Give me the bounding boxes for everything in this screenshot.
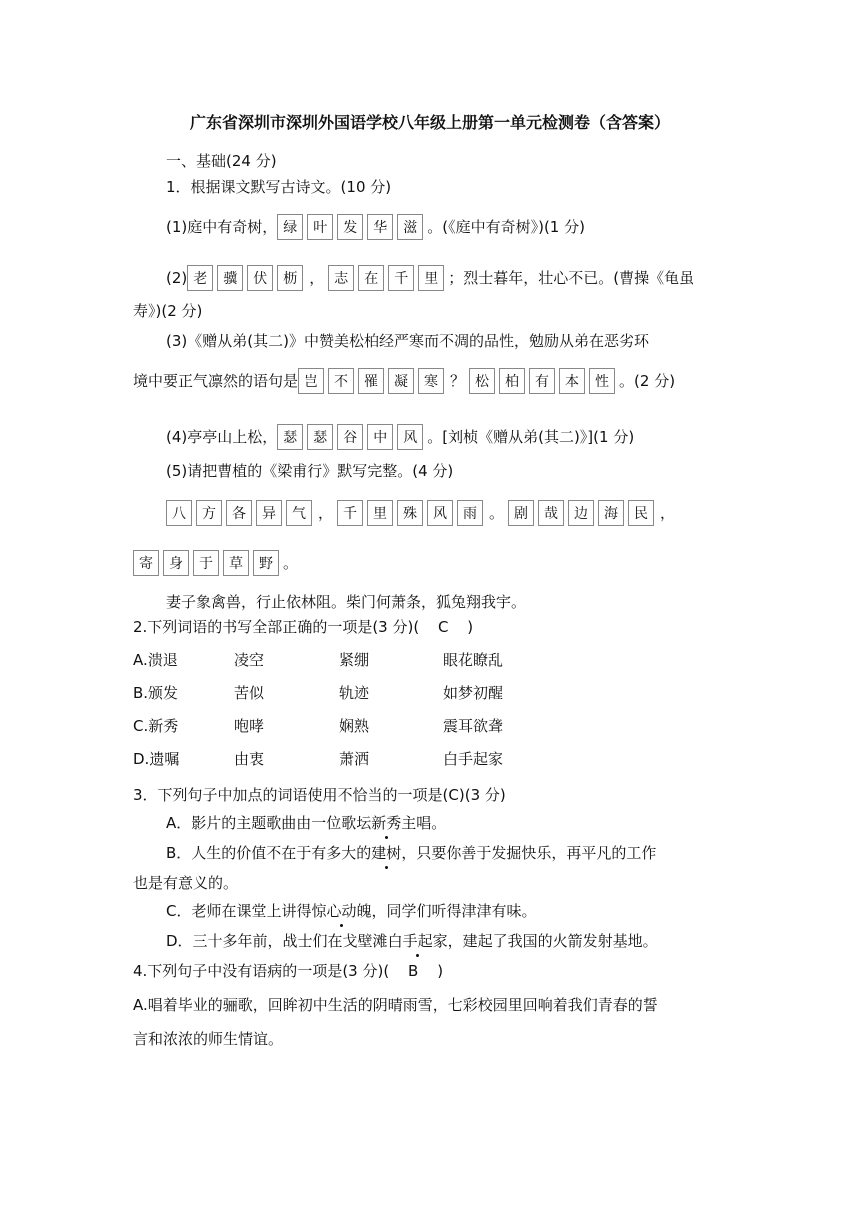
answer-box: 边 bbox=[568, 500, 594, 526]
option-word: 轨迹 bbox=[339, 684, 370, 702]
comma: ， bbox=[309, 269, 325, 287]
q1-part3-prefix: 境中要正气凛然的语句是 bbox=[133, 372, 299, 390]
answer-box: 草 bbox=[223, 550, 249, 576]
answer-box-group bbox=[328, 265, 448, 291]
question-mark: ？ bbox=[450, 372, 466, 390]
q2-answer: C bbox=[437, 618, 449, 636]
answer-box: 绿 bbox=[277, 214, 303, 240]
q3-option-b bbox=[166, 843, 656, 863]
option-text: D．三十多年前，战士们在戈壁滩 bbox=[166, 932, 388, 950]
q1-part3-line1: (3)《赠从弟(其二)》中赞美松柏经严寒而不凋的品性，勉励从弟在恶劣环 bbox=[166, 332, 649, 350]
option-text: ，建起了我国的火箭发射基地。 bbox=[447, 932, 658, 950]
option-word: 震耳欲聋 bbox=[443, 717, 504, 735]
answer-box: 里 bbox=[367, 500, 393, 526]
document-title: 广东省深圳市深圳外国语学校八年级上册第一单元检测卷（含答案） bbox=[189, 113, 670, 132]
answer-box-group bbox=[133, 550, 283, 576]
q4-stem bbox=[133, 961, 443, 981]
answer-box: 枥 bbox=[277, 265, 303, 291]
q3-option-d bbox=[166, 931, 658, 951]
option-word: 萧洒 bbox=[339, 750, 370, 768]
answer-box: 罹 bbox=[358, 368, 384, 394]
answer-box: 不 bbox=[328, 368, 354, 394]
q4-option-a-line1: A.唱着毕业的骊歌，回眸初中生活的阴晴雨雪，七彩校园里回响着我们青春的誓 bbox=[133, 996, 658, 1014]
section-heading: 一、基础(24 分) bbox=[166, 152, 277, 170]
q4-option-a-line2: 言和浓浓的师生情谊。 bbox=[133, 1030, 284, 1048]
q2-close: ) bbox=[467, 618, 474, 636]
answer-box: 八 bbox=[166, 500, 192, 526]
option-word: 白手起家 bbox=[443, 750, 504, 768]
option-text: ，同学们听得津津有味。 bbox=[371, 902, 537, 920]
q1-stem: 1．根据课文默写古诗文。(10 分) bbox=[166, 178, 392, 196]
period: 。 bbox=[489, 504, 505, 522]
answer-box: 方 bbox=[196, 500, 222, 526]
comma: ， bbox=[318, 504, 334, 522]
answer-box: 志 bbox=[328, 265, 354, 291]
q1-part1-suffix: 。(《庭中有奇树》)(1 分) bbox=[427, 218, 585, 236]
q1-part2-line2: 寿》)(2 分) bbox=[133, 302, 203, 320]
q2-stem bbox=[133, 617, 473, 637]
option-text: B．人生的价值不在于有多大的 bbox=[166, 844, 372, 862]
dotted-word: 新秀 bbox=[371, 814, 402, 832]
answer-box: 身 bbox=[163, 550, 189, 576]
option-word: 紧绷 bbox=[339, 651, 370, 669]
answer-box: 滋 bbox=[397, 214, 423, 240]
q1-part4-prefix: (4)亭亭山上松， bbox=[166, 428, 278, 446]
q1-part5-tail: 妻子象禽兽，行止依林阻。柴门何萧条，狐兔翔我宇。 bbox=[166, 593, 527, 611]
answer-box: 气 bbox=[286, 500, 312, 526]
answer-box: 千 bbox=[337, 500, 363, 526]
answer-box: 于 bbox=[193, 550, 219, 576]
answer-box: 有 bbox=[529, 368, 555, 394]
answer-box: 殊 bbox=[397, 500, 423, 526]
answer-box: 华 bbox=[367, 214, 393, 240]
option-word: 凌空 bbox=[234, 651, 265, 669]
answer-box-group bbox=[469, 368, 619, 394]
dotted-word: 建树 bbox=[371, 844, 402, 862]
q1-part5-line2 bbox=[133, 550, 298, 576]
option-word: 咆哮 bbox=[234, 717, 265, 735]
answer-box: 海 bbox=[598, 500, 624, 526]
answer-box: 瑟 bbox=[277, 424, 303, 450]
q3-option-a bbox=[166, 813, 446, 833]
option-word: C.新秀 bbox=[133, 717, 179, 735]
q1-part3-suffix: 。(2 分) bbox=[619, 372, 676, 390]
comma: ， bbox=[660, 504, 676, 522]
q1-part4-suffix: 。[刘桢《赠从弟(其二)》](1 分) bbox=[427, 428, 635, 446]
q4-close: ) bbox=[437, 962, 444, 980]
answer-box: 老 bbox=[187, 265, 213, 291]
answer-box: 中 bbox=[367, 424, 393, 450]
option-word: 眼花瞭乱 bbox=[443, 651, 504, 669]
q1-part2-suffix: ；烈士暮年，壮心不已。(曹操《龟虽 bbox=[448, 269, 695, 287]
q1-part4 bbox=[166, 424, 634, 450]
answer-box: 岂 bbox=[298, 368, 324, 394]
option-text: C．老师在课堂上讲得 bbox=[166, 902, 312, 920]
answer-box-group bbox=[187, 265, 307, 291]
dotted-word: 惊心动魄 bbox=[311, 902, 372, 920]
q1-part5-line1 bbox=[166, 500, 679, 526]
option-text: 主唱。 bbox=[401, 814, 447, 832]
answer-box: 各 bbox=[226, 500, 252, 526]
answer-box: 雨 bbox=[457, 500, 483, 526]
answer-box-group bbox=[337, 500, 487, 526]
answer-box: 性 bbox=[589, 368, 615, 394]
q1-part2-prefix: (2) bbox=[166, 269, 188, 287]
q3-option-c bbox=[166, 901, 537, 921]
answer-box: 里 bbox=[418, 265, 444, 291]
answer-box: 在 bbox=[358, 265, 384, 291]
answer-box: 千 bbox=[388, 265, 414, 291]
answer-box-group bbox=[298, 368, 448, 394]
q2-stem-text: 2.下列词语的书写全部正确的一项是(3 分)( bbox=[133, 618, 420, 636]
answer-box: 凝 bbox=[388, 368, 414, 394]
answer-box: 寄 bbox=[133, 550, 159, 576]
answer-box: 民 bbox=[628, 500, 654, 526]
q1-part2 bbox=[166, 265, 694, 291]
answer-box: 风 bbox=[427, 500, 453, 526]
answer-box: 剧 bbox=[508, 500, 534, 526]
answer-box: 野 bbox=[253, 550, 279, 576]
q4-stem-text: 4.下列句子中没有语病的一项是(3 分)( bbox=[133, 962, 390, 980]
q3-stem: 3．下列句子中加点的词语使用不恰当的一项是(C)(3 分) bbox=[133, 786, 506, 804]
answer-box: 哉 bbox=[538, 500, 564, 526]
answer-box: 寒 bbox=[418, 368, 444, 394]
answer-box-group bbox=[277, 424, 427, 450]
answer-box: 松 bbox=[469, 368, 495, 394]
answer-box: 谷 bbox=[337, 424, 363, 450]
option-word: B.颁发 bbox=[133, 684, 179, 702]
option-text: A．影片的主题歌曲由一位歌坛 bbox=[166, 814, 372, 832]
period: 。 bbox=[283, 554, 299, 572]
option-word: 如梦初醒 bbox=[443, 684, 504, 702]
answer-box: 风 bbox=[397, 424, 423, 450]
answer-box-group bbox=[166, 500, 316, 526]
q3-option-b-line2: 也是有意义的。 bbox=[133, 874, 239, 892]
option-word: D.遗嘱 bbox=[133, 750, 180, 768]
answer-box-group bbox=[277, 214, 427, 240]
dotted-word: 白手起家 bbox=[387, 932, 448, 950]
q1-part1 bbox=[166, 214, 585, 240]
answer-box: 叶 bbox=[307, 214, 333, 240]
answer-box: 本 bbox=[559, 368, 585, 394]
answer-box: 骥 bbox=[217, 265, 243, 291]
q1-part1-prefix: (1)庭中有奇树， bbox=[166, 218, 278, 236]
q4-answer: B bbox=[408, 962, 419, 980]
q1-part5-stem: (5)请把曹植的《梁甫行》默写完整。(4 分) bbox=[166, 462, 454, 480]
answer-box: 异 bbox=[256, 500, 282, 526]
answer-box: 瑟 bbox=[307, 424, 333, 450]
option-word: 苦似 bbox=[234, 684, 265, 702]
answer-box: 伏 bbox=[247, 265, 273, 291]
option-word: 由衷 bbox=[234, 750, 265, 768]
option-word: A.溃退 bbox=[133, 651, 178, 669]
answer-box-group bbox=[508, 500, 658, 526]
answer-box: 柏 bbox=[499, 368, 525, 394]
option-word: 娴熟 bbox=[339, 717, 370, 735]
answer-box: 发 bbox=[337, 214, 363, 240]
q1-part3-line2 bbox=[133, 368, 675, 394]
option-text: ，只要你善于发掘快乐，再平凡的工作 bbox=[401, 844, 657, 862]
